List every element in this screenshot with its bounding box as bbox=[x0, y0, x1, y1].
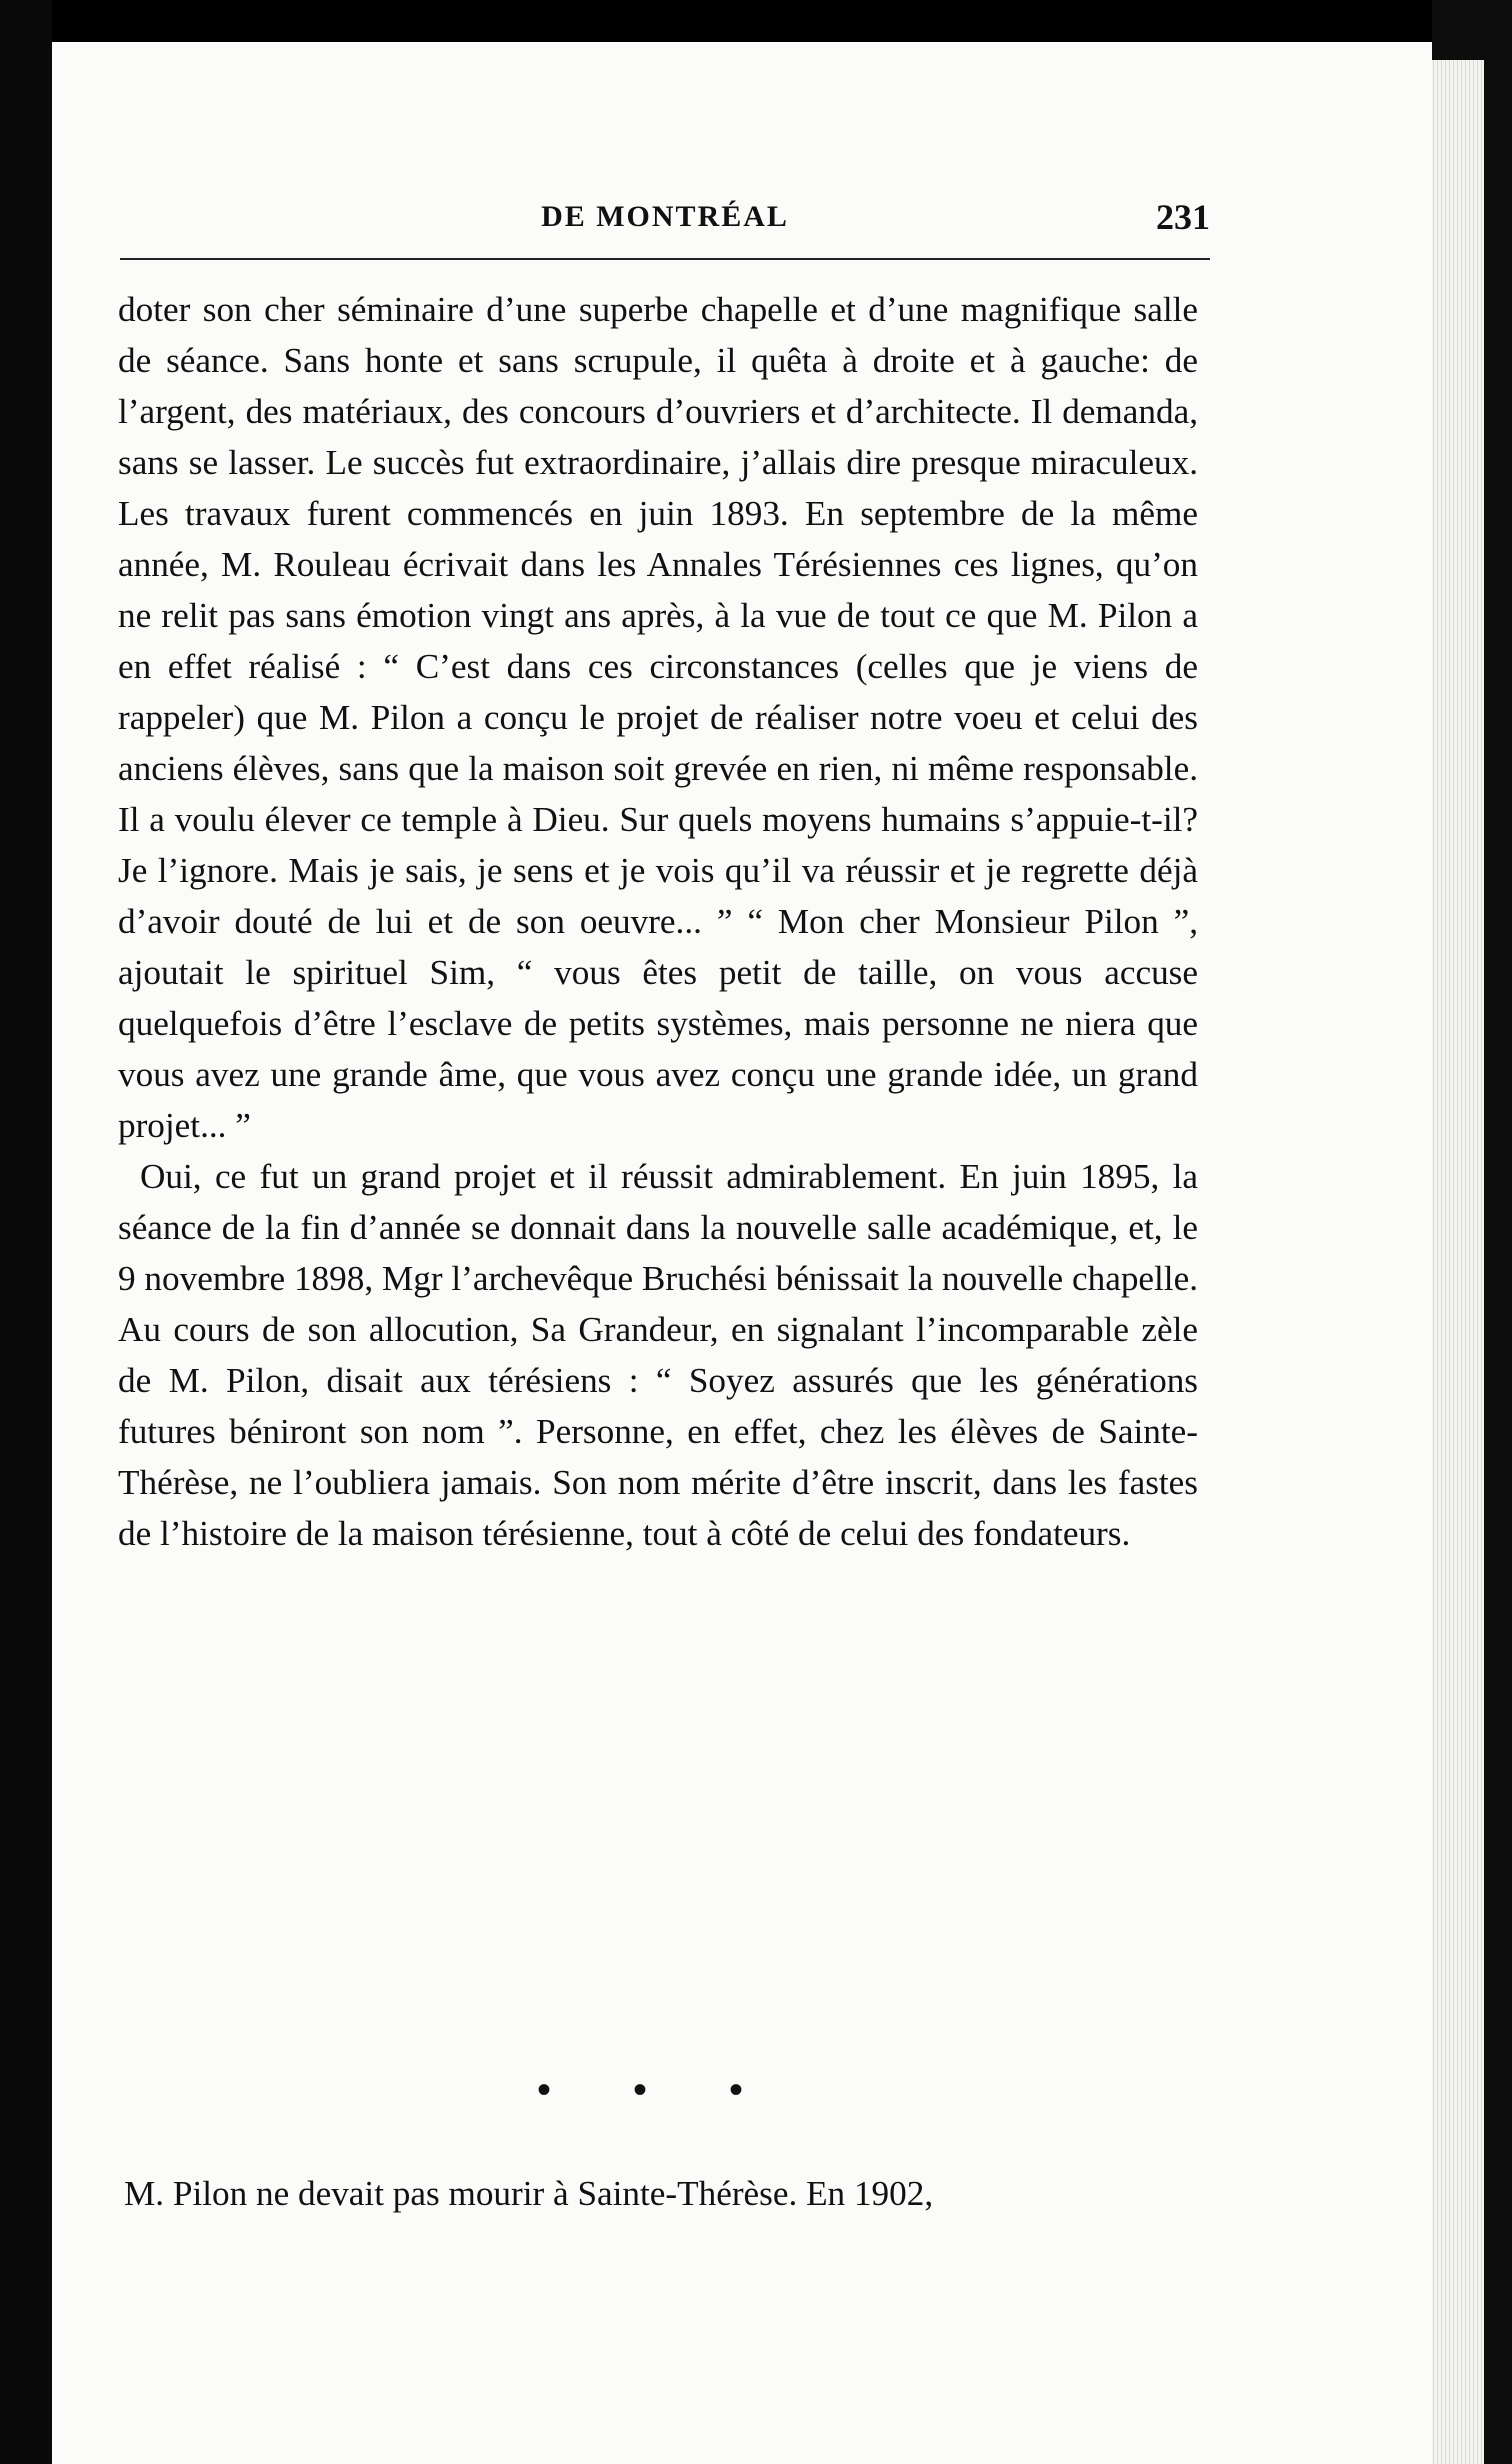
running-title: DE MONTRÉAL bbox=[541, 200, 789, 233]
body-text bbox=[118, 284, 1198, 1559]
paragraph-2: Oui, ce fut un grand projet et il réussit admirablement. En juin 1895, la séance de la fin d’année se donnait dans la nouvelle salle académique, et, le 9 novembre 1898, Mgr l’archevêque Bruchési bénissait la nouvelle chapelle. Au cours de son allocution, Sa Grandeur, en signalant l’incomparable zèle de M. Pilon, disait aux térésiens : “ Soyez assurés que les générations futures béniront son nom ”. Personne, en effet, chez les élèves de Sainte-Thérèse, ne l’oubliera jamais. Son nom mérite d’être inscrit, dans les fastes de l’histoire de la maison térésienne, tout à côté de celui des fondateurs. bbox=[118, 1157, 1198, 1553]
paragraph-1: doter son cher séminaire d’une superbe chapelle et d’une magnifique salle de séance. Sans honte et sans scrupule, il quêta à droite et à gauche: de l’argent, des matériaux, des concours d’ouvriers et d’architecte. Il demanda, sans se lasser. Le succès fut extraordinaire, j’allais dire presque miraculeux. Les travaux furent commencés en juin 1893. En septembre de la même année, M. Rouleau écrivait dans les Annales Térésiennes ces lignes, qu’on ne relit pas sans émotion vingt ans après, à la vue de tout ce que M. Pilon a en effet réalisé : “ C’est dans ces circonstances (celles que je viens de rappeler) que M. Pilon a conçu le projet de réaliser notre voeu et celui des anciens élèves, sans que la maison soit grevée en rien, ni même responsable. Il a voulu élever ce temple à Dieu. Sur quels moyens humains s’appuie-t-il? Je l’ignore. Mais je sais, je sens et je vois qu’il va réussir et je regrette déjà d’avoir douté de lui et de son oeuvre... ” “ Mon cher Monsieur Pilon ”, ajoutait le spirituel Sim, “ vous êtes petit de taille, on vous accuse quelquefois d’être l’esclave de petits systèmes, mais personne ne niera que vous avez une grande âme, que vous avez conçu une grande idée, un grand projet... ” bbox=[118, 290, 1198, 1145]
final-line: M. Pilon ne devait pas mourir à Sainte-Thérèse. En 1902, bbox=[124, 2174, 934, 2213]
page-number: 231 bbox=[1156, 197, 1210, 237]
header-rule bbox=[120, 258, 1210, 260]
section-separator: • • • bbox=[536, 2067, 779, 2112]
running-head bbox=[120, 197, 1210, 244]
scan-left-edge bbox=[0, 0, 52, 2464]
